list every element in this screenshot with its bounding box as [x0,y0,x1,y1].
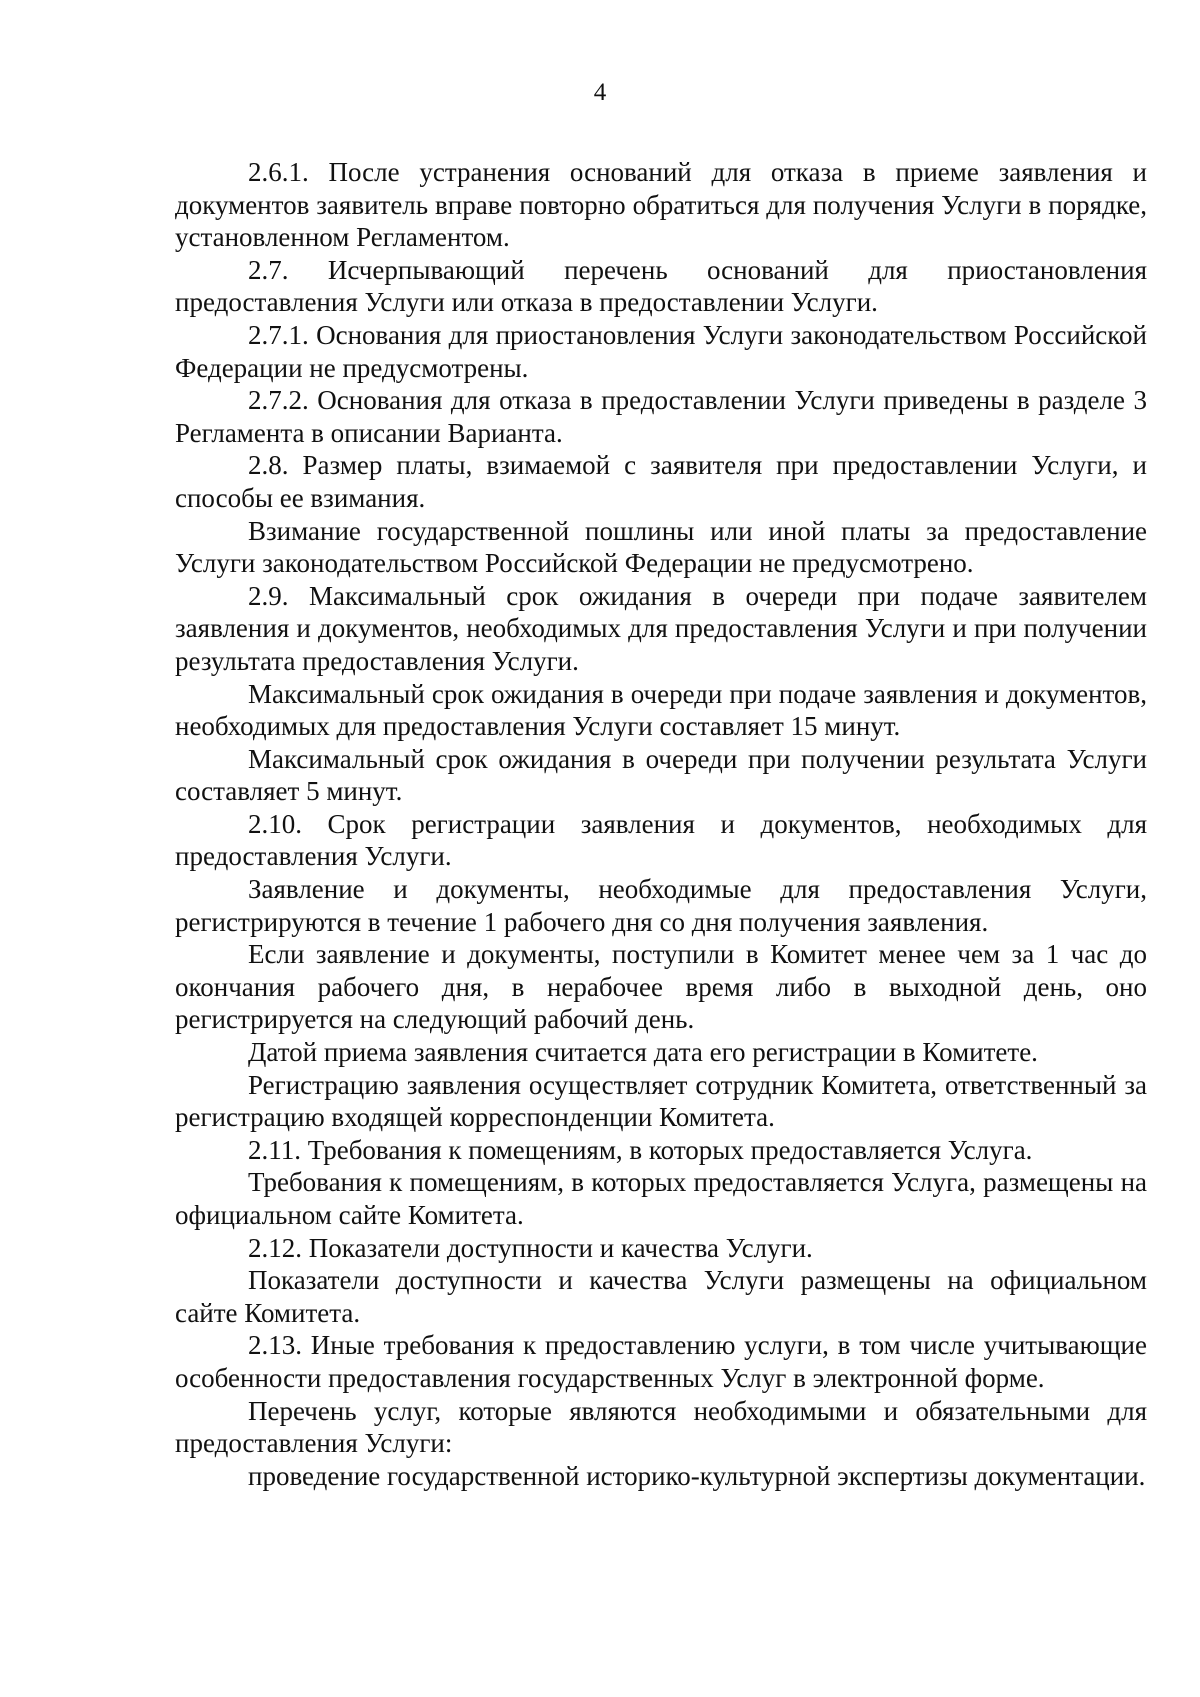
document-body [175,156,1147,1492]
paragraph-registrar: Регистрацию заявления осуществляет сотрудник Комитета, ответственный за регистрацию входящей корреспонденции Комитета. [175,1069,1147,1133]
paragraph-2-7: 2.7. Исчерпывающий перечень оснований для приостановления предоставления Услуги или отказа в предоставлении Услуги. [175,254,1147,318]
paragraph-wait-result: Максимальный срок ожидания в очереди при получении результата Услуги составляет 5 минут. [175,743,1147,807]
paragraph-2-7-2: 2.7.2. Основания для отказа в предоставлении Услуги приведены в разделе 3 Регламента в описании Варианта. [175,385,1147,448]
paragraph-fee-note: Взимание государственной пошлины или иной платы за предоставление Услуги законодательством Российской Федерации не предусмотрено. [175,515,1147,579]
paragraph-required-services: Перечень услуг, которые являются необходимыми и обязательными для предоставления Услуги: [175,1395,1147,1459]
paragraph-expertise: проведение государственной историко-культурной экспертизы документации. [248,1460,1146,1491]
paragraph-late-registration: Если заявление и документы, поступили в Комитет менее чем за 1 час до окончания рабочего дня, в нерабочее время либо в выходной день, оно регистрируется на следующий рабочий день. [175,939,1147,1035]
paragraph-wait-submission: Максимальный срок ожидания в очереди при подаче заявления и документов, необходимых для предоставления Услуги составляет 15 минут. [175,678,1147,742]
paragraph-2-13: 2.13. Иные требования к предоставлению услуги, в том числе учитывающие особенности предоставления государственных Услуг в электронной форме. [175,1330,1147,1393]
paragraph-2-11: 2.11. Требования к помещениям, в которых предоставляется Услуга. [248,1134,1033,1165]
paragraph-2-7-1: 2.7.1. Основания для приостановления Услуги законодательством Российской Федерации не предусмотрены. [175,319,1147,383]
paragraph-registration-term: Заявление и документы, необходимые для предоставления Услуги, регистрируются в течение 1 рабочего дня со дня получения заявления. [175,874,1147,937]
page-number: 4 [593,79,607,106]
paragraph-2-6-1: 2.6.1. После устранения оснований для отказа в приеме заявления и документов заявитель вправе повторно обратиться для получения Услуги в порядке, установленном Регламентом. [175,157,1147,253]
paragraph-2-12: 2.12. Показатели доступности и качества Услуги. [248,1232,813,1263]
paragraph-quality-indicators: Показатели доступности и качества Услуги размещены на официальном сайте Комитета. [175,1265,1147,1328]
paragraph-premises-requirements: Требования к помещениям, в которых предоставляется Услуга, размещены на официальном сайте Комитета. [175,1167,1147,1230]
paragraph-2-8: 2.8. Размер платы, взимаемой с заявителя при предоставлении Услуги, и способы ее взимания. [175,450,1147,513]
paragraph-acceptance-date: Датой приема заявления считается дата его регистрации в Комитете. [248,1037,1038,1068]
paragraph-2-9: 2.9. Максимальный срок ожидания в очереди при подаче заявителем заявления и документов, необходимых для предоставления Услуги и при получении результата предоставления Услуги. [175,580,1147,676]
paragraph-2-10: 2.10. Срок регистрации заявления и документов, необходимых для предоставления Услуги. [175,808,1147,872]
